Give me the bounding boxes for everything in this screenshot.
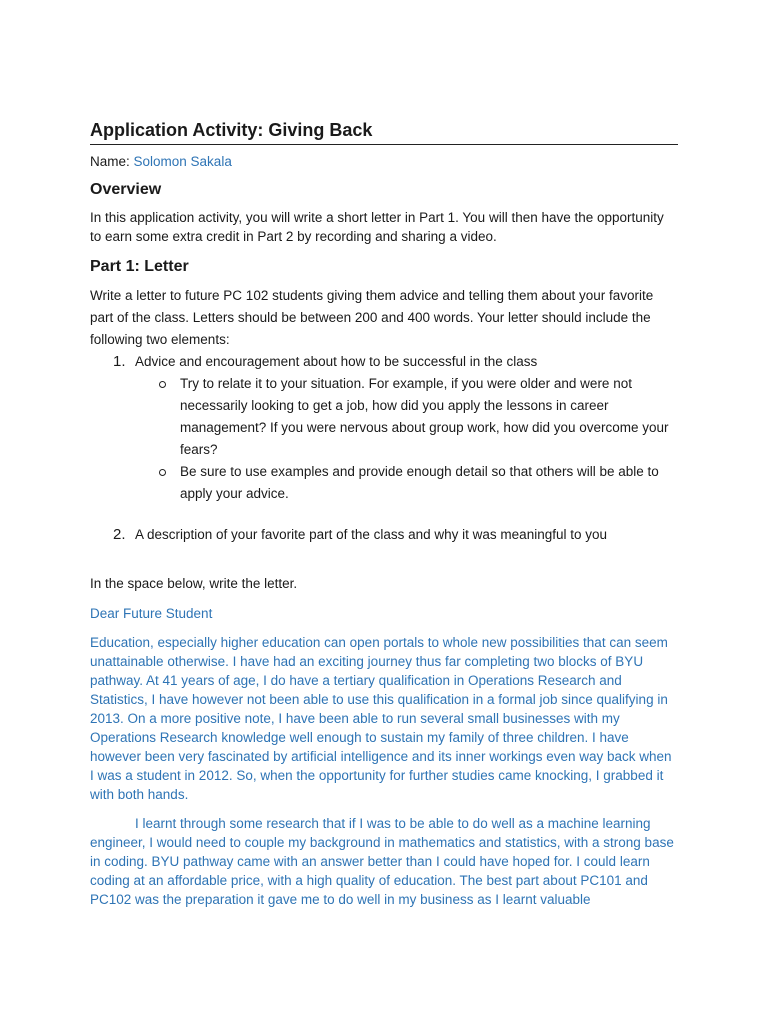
list-number: 2. (113, 526, 126, 543)
sub-list-item (135, 461, 678, 505)
list-item (90, 524, 678, 546)
document-page (90, 120, 678, 909)
sub-list-item-text: Be sure to use examples and provide enough detail so that others will be able to apply your advice. (180, 464, 659, 501)
list-number: 1. (113, 353, 126, 370)
letter-paragraph: I learnt through some research that if I was to be able to do well as a machine learning engineer, I would need to couple my background in mathematics and statistics, with a strong base in coding. BYU pathway came with an answer better than I could have hoped for. I could learn coding at an affordable price, with a high quality of education. The best part about PC101 and PC102 was the preparation it gave me to do well in my business as I learnt valuable (90, 816, 674, 907)
sub-list (135, 373, 678, 505)
student-name: Solomon Sakala (133, 154, 232, 169)
list-item-text: A description of your favorite part of the class and why it was meaningful to you (135, 527, 607, 542)
list-item-text: Advice and encouragement about how to be successful in the class (135, 354, 538, 369)
name-line (90, 154, 678, 169)
sub-list-item-text: Try to relate it to your situation. For example, if you were older and were not necessarily looking to get a job, how did you apply the lessons in career management? If you were nervous about group work, how did you overcome your fears? (180, 376, 669, 457)
letter-paragraph: Education, especially higher education can open portals to whole new possibilities that can seem unattainable otherwise. I have had an exciting journey thus far completing two blocks of BYU pathway. At 41 years of age, I do have a tertiary qualification in Operations Research and Statistics, I have however not been able to use this qualification in a formal job since qualifying in 2013. On a more positive note, I have been able to run several small businesses with my Operations Research knowledge well enough to sustain my family of three children. I have however been very fascinated by artificial intelligence and its inner workings even way back when I was a student in 2012. So, when the opportunity for further studies came knocking, I grabbed it with both hands. (90, 635, 672, 802)
list-item (90, 351, 678, 505)
overview-text: In this application activity, you will write a short letter in Part 1. You will then have the opportunity to earn some extra credit in Part 2 by recording and sharing a video. (90, 210, 664, 244)
circle-bullet-icon (159, 381, 166, 388)
name-label: Name: (90, 154, 134, 169)
letter-salutation: Dear Future Student (90, 606, 213, 621)
circle-bullet-icon (159, 469, 166, 476)
letter-instruction: In the space below, write the letter. (90, 576, 298, 591)
part1-instructions: Write a letter to future PC 102 students giving them advice and telling them about your favorite part of the class. Letters should be between 200 and 400 words. Your letter should include the following two elements: (90, 288, 654, 347)
sub-list-item (135, 373, 678, 461)
part1-heading: Part 1: Letter (90, 258, 189, 275)
requirements-list (90, 351, 678, 546)
page-title: Application Activity: Giving Back (90, 120, 678, 145)
overview-heading: Overview (90, 181, 162, 198)
